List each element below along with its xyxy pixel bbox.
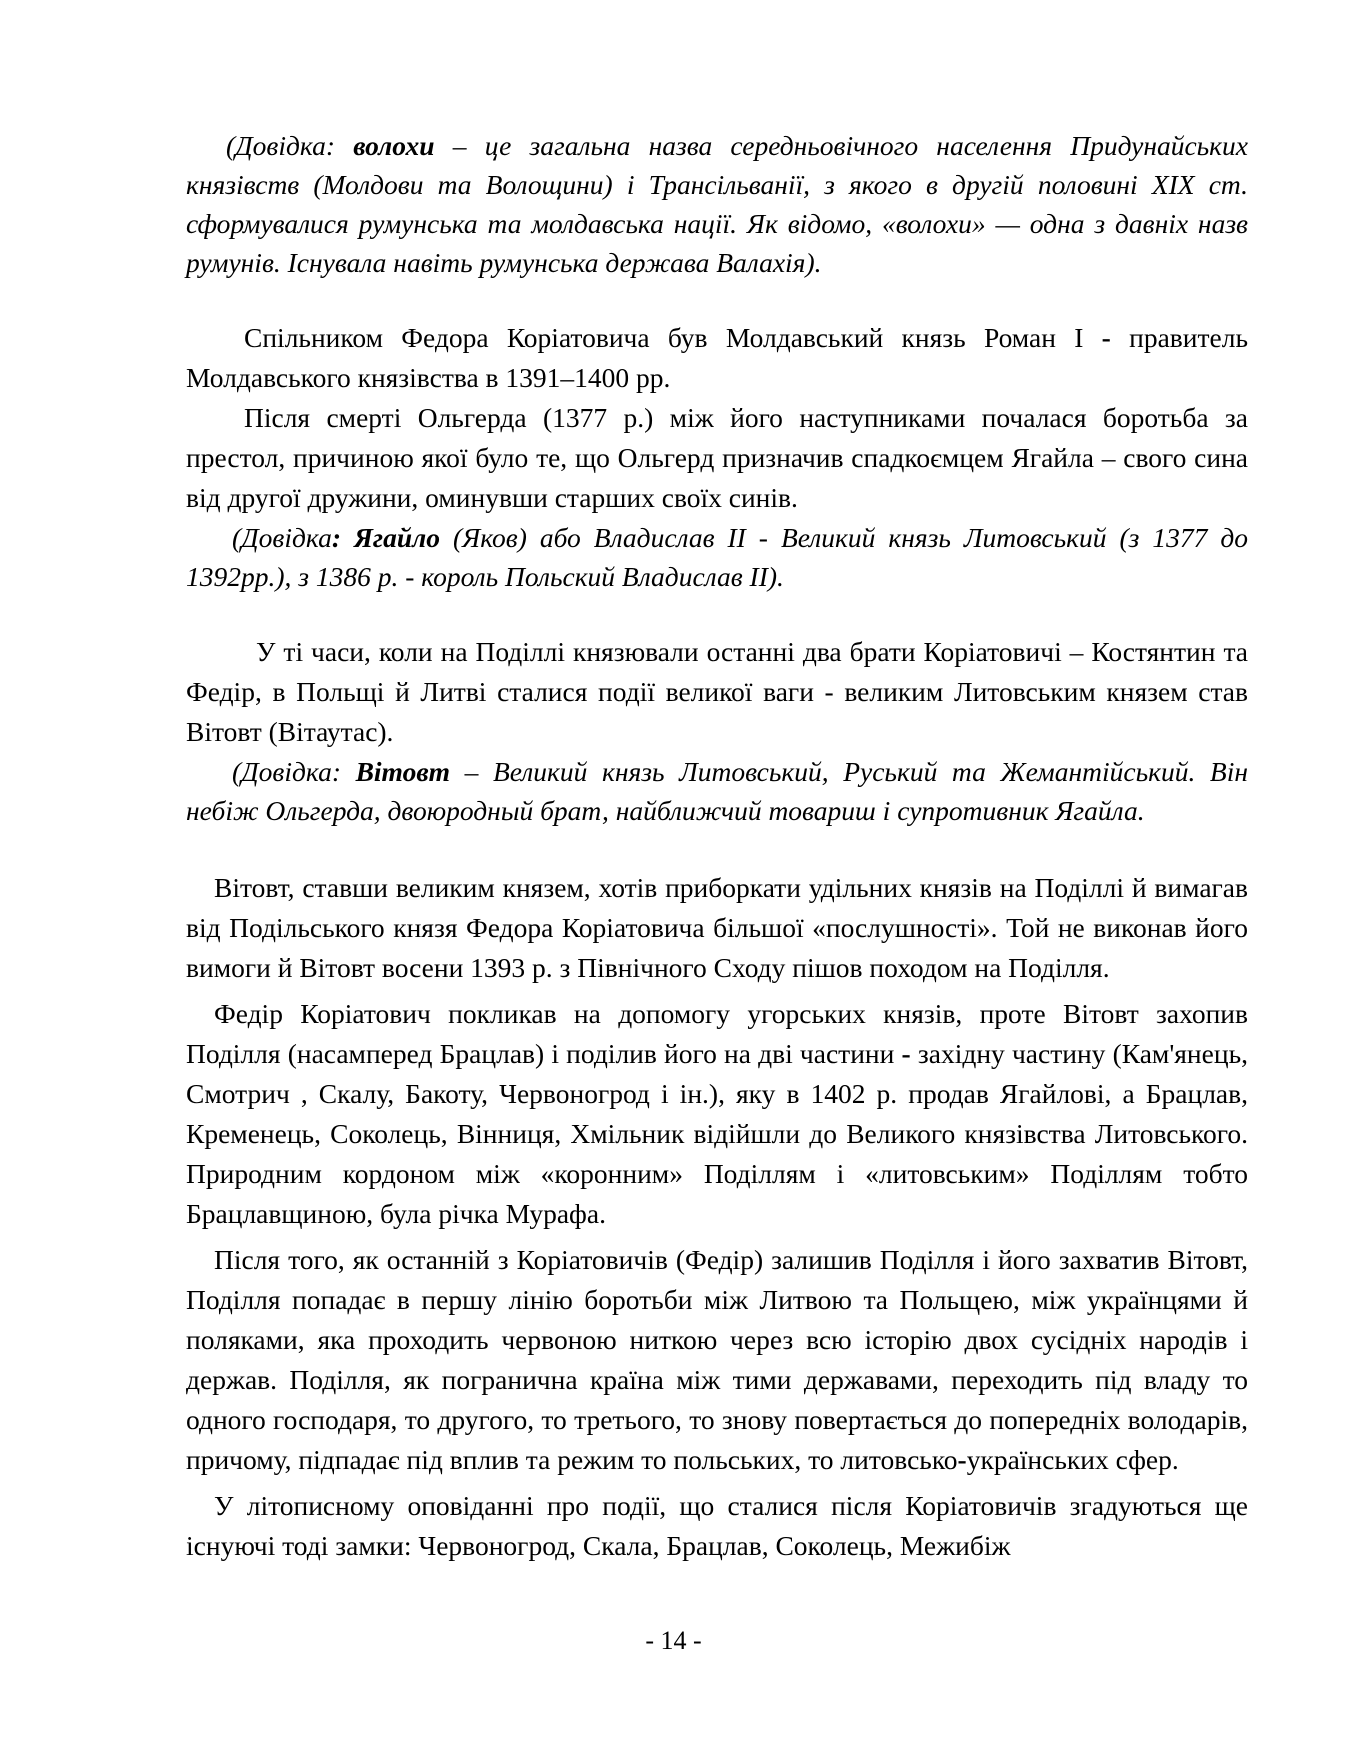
term-yahailo: : Ягайло — [331, 522, 440, 553]
paragraph-text: У літописному оповіданні про події, що сталися після Коріатовичів згадуються ще існуючі тоді замки: Червоногрод, Скала, Брацлав, Соколець, Межибіж — [186, 1490, 1248, 1561]
paragraph-text: Після смерті Ольгерда (1377 р.) між його наступниками почалася боротьба за престол, причиною якої було те, що Ольгерд призначив спадкоємцем Ягайла – свого сина від другої дружини, оминувши старших своїх синів. — [186, 402, 1248, 513]
paragraph-text: Федір Коріатович покликав на допомогу угорських князів, проте Вітовт захопив Поділля (насамперед Брацлав) і поділив його на дві частини — [186, 998, 1248, 1069]
note-open: (Довідка — [232, 522, 332, 553]
bold-dash: - — [1101, 322, 1111, 353]
paragraph-text: Вітовт, ставши великим князем, хотів приборкати удільних князів на Поділлі й вимагав від Подільського князя Федора Коріатовича більшої «послушності». Той не виконав його вимоги й Вітовт восени 1393 р. з Північного Сходу пішов походом на Поділля. — [186, 872, 1248, 983]
paragraph-chronicle — [186, 1486, 1248, 1566]
note-text: (Яков) або Владислав II - Великий князь Литовський (з 1377 до 1392рр.), з 1386 р. - король Польский Владислав II). — [186, 522, 1248, 592]
paragraph-fedir — [186, 994, 1248, 1234]
term-vitovt: Вітовт — [355, 756, 451, 787]
bold-dash: - — [901, 1038, 911, 1069]
paragraph-vitovt-prince — [186, 868, 1248, 988]
bold-dash: - — [957, 1444, 967, 1475]
paragraph-after-koriatovychi — [186, 1240, 1248, 1480]
paragraph-text: українських сфер. — [966, 1444, 1179, 1475]
note-yahailo — [186, 518, 1248, 596]
paragraph-text: правитель Молдавського князівства в 1391–1400 рр. — [186, 322, 1248, 393]
note-open: (Довідка: — [232, 756, 356, 787]
paragraph-text: Після того, як останній з Коріатовичів (Федір) залишив Поділля і його захватив Вітовт, Поділля попадає в першу лінію боротьби між Литвою та Польщею, між українцями й поляками, яка проходить червоною ниткою через всю історію двох сусідніх народів і держав. Поділля, як погранична країна між тими державами, переходить під владу то одного господаря, то другого, то третього, то знову повертається до попередніх володарів, причому, підпадає під вплив та режим то польських, то литовсько — [186, 1244, 1248, 1475]
note-text: – Великий князь Литовський, Руський та Жемантійський. Він небіж Ольгерда, двоюродный брат, найближчий товариш і супротивник Ягайла. — [186, 756, 1248, 826]
paragraph-text: Спільником Федора Коріатовича був Молдавський князь Роман І — [244, 322, 1102, 353]
paragraph-roman — [186, 318, 1248, 398]
paragraph-text: західну частину (Кам'янець, Смотрич , Скалу, Бакоту, Червоногрод і ін.), яку в 1402 р. продав Ягайлові, а Брацлав, Кременець, Соколець, Вінниця, Хмільник відійшли до Великого князівства Литовського. Природним кордоном між «коронним» Поділлям і «литовським» Поділлям тобто Брацлавщиною, була річка Мурафа. — [186, 1038, 1248, 1229]
note-volokhy — [186, 126, 1248, 282]
paragraph-koriatovychi — [186, 632, 1248, 752]
page-number: - 14 - — [645, 1626, 702, 1655]
term-volokhy: волохи — [353, 130, 435, 161]
paragraph-text: У ті часи, коли на Поділлі князювали останні два брати Коріатовичі – Костянтин та Федір, в Польщі й Литві сталися події великої ваги - великим Литовським князем став Вітовт (Вітаутас). — [186, 636, 1248, 747]
paragraph-olgerd — [186, 398, 1248, 518]
note-open: (Довідка: — [226, 130, 354, 161]
document-page — [186, 126, 1248, 1566]
note-vitovt — [186, 752, 1248, 830]
note-text: – це загальна назва середньовічного населення Придунайських князівств (Молдови та Волощини) і Трансільванії, з якого в другій половині XIX ст. сформувалися румунська та молдавська нації. Як відомо, «волохи» — одна з давніх назв румунів. Існувала навіть румунська держава Валахія). — [186, 130, 1249, 278]
